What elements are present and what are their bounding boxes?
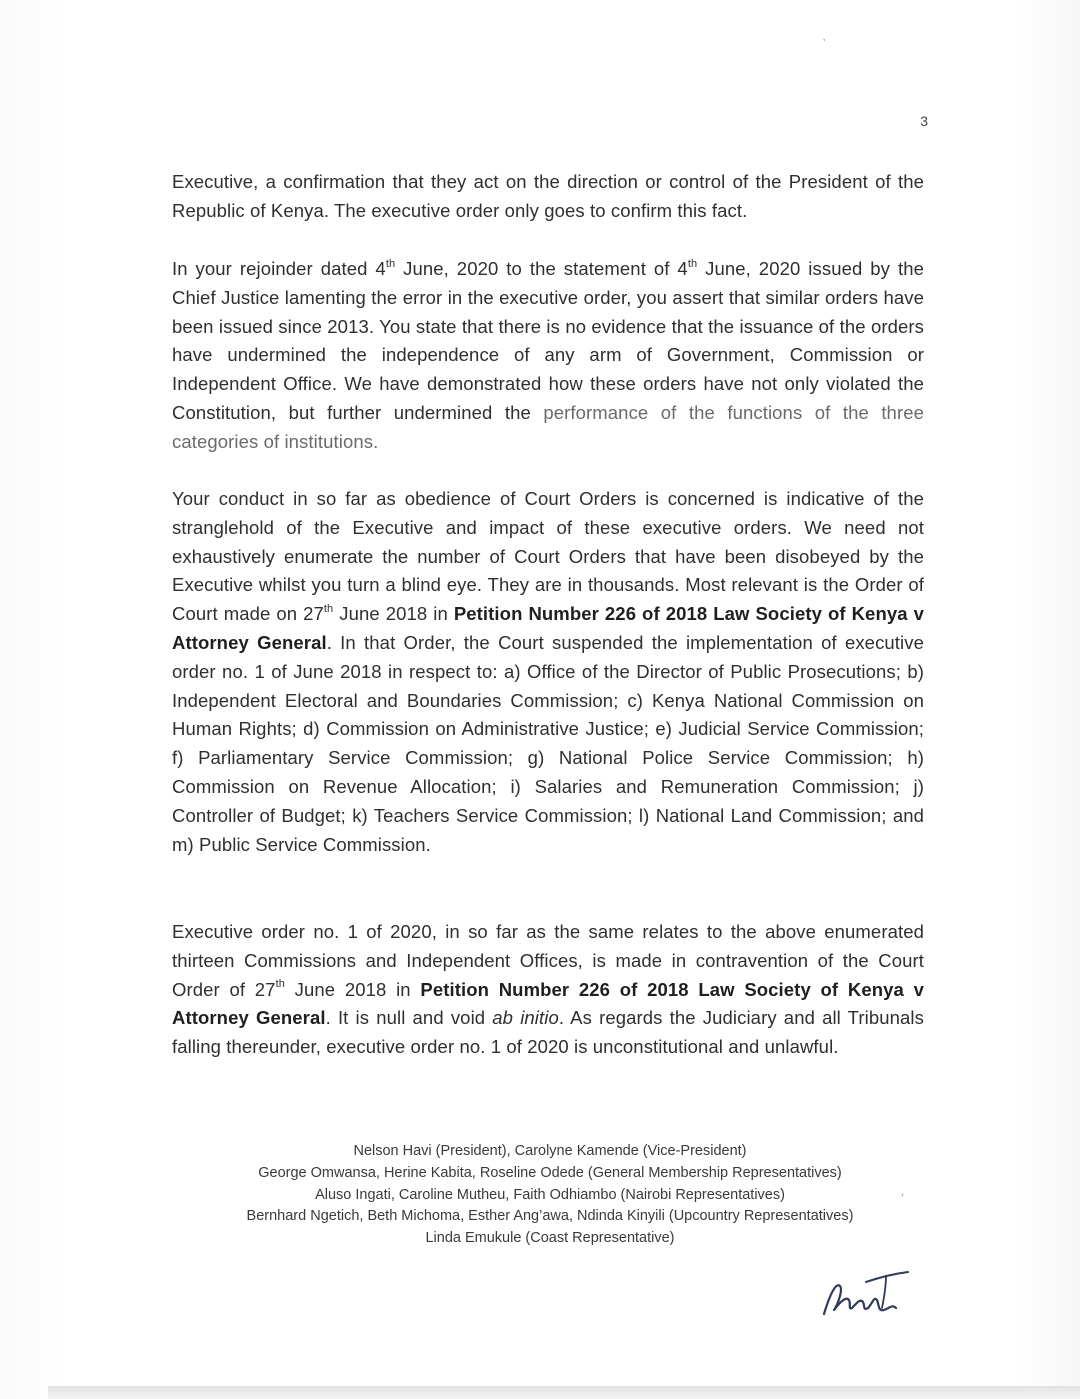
page-bottom-edge — [48, 1386, 1080, 1399]
council-members-footer — [180, 1141, 920, 1250]
footer-line-officers: Nelson Havi (President), Carolyne Kamende (Vice-President) — [353, 1143, 747, 1159]
footer-line-nairobi: Aluso Ingati, Caroline Mutheu, Faith Odhiambo (Nairobi Representatives) — [315, 1186, 785, 1203]
scan-speck: ’ — [823, 38, 826, 49]
petition-citation: Petition Number 226 of 2018 Law Society of Kenya v Attorney General — [172, 603, 924, 653]
footer-line-coast: Linda Emukule (Coast Representative) — [425, 1230, 675, 1247]
scan-speck: , — [901, 1187, 904, 1198]
paragraph-court-orders: Your conduct in so far as obedience of Court Orders is concerned is indicative of the stranglehold of the Executive and impact of these executive orders. We need not exhaustively enumerate the number of Court Orders that have been disobeyed by the Executive whilst you turn a blind eye. They are in thousands. Most relevant is the Order of Court made on 27th June 2018 in Petition Number 226 of 2018 Law Society of Kenya v Attorney General. In that Order, the Court suspended the implementation of executive order no. 1 of June 2018 in respect to: a) Office of the Director of Public Prosecutions; b) Independent Electoral and Boundaries Commission; c) Kenya National Commission on Human Rights; d) Commission on Administrative Justice; e) Judicial Service Commission; f) Parliamentary Service Commission; g) National Police Service Commission; h) Commission on Revenue Allocation; i) Salaries and Remuneration Commission; j) Controller of Budget; k) Teachers Service Commission; l) National Land Commission; and m) Public Service Commission. — [172, 488, 924, 855]
page-number: 3 — [920, 113, 928, 129]
footer-line-general-membership: George Omwansa, Herine Kabita, Roseline Odede (General Membership Representatives) — [258, 1164, 842, 1181]
paragraph-executive-confirmation: Executive, a confirmation that they act on the direction or control of the President of the Republic of Kenya. The executive order only goes to confirm this fact. — [172, 171, 924, 221]
footer-line-upcountry: Bernhard Ngetich, Beth Michoma, Esther Ang’awa, Ndinda Kinyili (Upcountry Representatives) — [246, 1208, 854, 1225]
handwritten-initials-icon — [816, 1264, 916, 1329]
paragraph-rejoinder: In your rejoinder dated 4th June, 2020 to the statement of 4th June, 2020 issued by the Chief Justice lamenting the error in the executive order, you assert that similar orders have been issued since 2013. You state that there is no evidence that the issuance of the orders have undermined the independence of any arm of Government, Commission or Independent Office. We have demonstrated how these orders have not only violated the Constitution, but further undermined the performance of the functions of the three categories of institutions. — [172, 257, 924, 452]
latin-phrase: ab initio — [492, 1007, 559, 1029]
paragraph-executive-order-2020: Executive order no. 1 of 2020, in so far as the same relates to the above enumerated thirteen Commissions and Independent Offices, is made in contravention of the Court Order of 27th June 2018 in Petition Number 226 of 2018 Law Society of Kenya v Attorney General. It is null and void ab initio. As regards the Judiciary and all Tribunals falling thereunder, executive order no. 1 of 2020 is unconstitutional and unlawful. — [172, 921, 924, 1058]
petition-citation: Petition Number 226 of 2018 Law Society of Kenya v Attorney General — [172, 978, 924, 1029]
